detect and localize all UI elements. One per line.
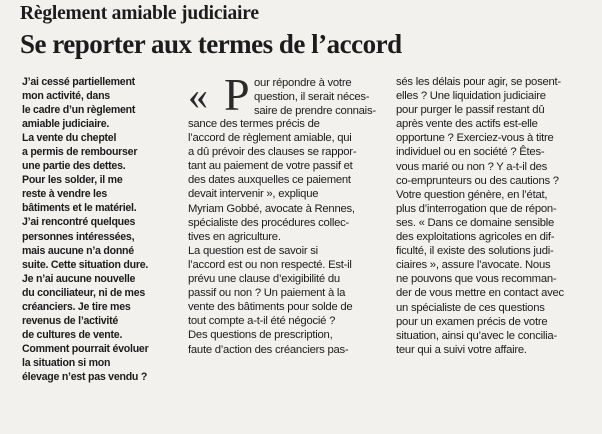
text-line: prévu une clause d’exigibilité du xyxy=(188,273,340,286)
text-line: spécialiste des procédures collec- xyxy=(188,216,350,229)
text-line: teur qui a suivi votre affaire. xyxy=(396,343,527,356)
opening-quote-mark: « xyxy=(188,73,208,118)
answer-column-1 xyxy=(188,69,380,357)
text-line: a dû prévoir des clauses se rappor- xyxy=(188,146,357,159)
drop-line: our répondre à votre xyxy=(254,77,352,89)
answer-column-2 xyxy=(396,75,596,357)
text-line: faute d’action des créanciers pas- xyxy=(188,343,349,356)
text-line: situation, ainsi qu’avec le concilia- xyxy=(396,329,557,342)
drop-cap: P xyxy=(224,69,250,120)
text-line: l’accord de règlement amiable, qui xyxy=(188,132,352,145)
text-line: des dates auxquelles ce paiement xyxy=(188,174,351,187)
answer-opening xyxy=(188,69,380,120)
text-line: pour un examen précis de votre xyxy=(396,315,548,328)
text-line: bâtiments et le matériel. xyxy=(22,202,137,215)
text-line: créanciers. Je tire mes xyxy=(22,300,131,313)
text-line: personnes intéressées, xyxy=(22,230,135,243)
text-line: ne pouvons que vous recomman- xyxy=(396,273,557,286)
text-line: passif ou non ? Un paiement à la xyxy=(188,287,346,300)
text-line: J’ai rencontré quelques xyxy=(22,216,136,229)
text-line: après vente des actifs est-elle xyxy=(396,118,538,131)
article-headline: Se reporter aux termes de l’accord xyxy=(20,29,402,59)
text-line: pour purger le passif restant dû xyxy=(396,104,545,117)
text-line: suite. Cette situation dure. xyxy=(22,258,149,271)
text-line: mais aucune n’a donné xyxy=(22,244,134,257)
text-line: vente des bâtiments pour solde de xyxy=(188,301,353,314)
text-line: Comment pourrait évoluer xyxy=(22,342,149,355)
text-line: revenus de l’activité xyxy=(22,314,119,327)
text-line: ses. « Dans ce domaine sensible xyxy=(396,216,555,229)
text-line: un spécialiste de ces questions xyxy=(396,301,545,314)
text-line: du conciliateur, ni de mes xyxy=(22,286,146,299)
text-line: Pour les solder, il me xyxy=(22,174,123,187)
text-line: sance des termes précis de xyxy=(188,118,320,130)
text-line: le cadre d’un règlement xyxy=(22,104,136,117)
text-line: a permis de rembourser xyxy=(22,146,138,159)
text-line: élevage n’est pas vendu ? xyxy=(22,370,148,383)
text-line: des exploitations agricoles en dif- xyxy=(396,231,555,244)
text-line: Des questions de prescription, xyxy=(188,329,333,342)
text-line: elles ? Une liquidation judiciaire xyxy=(396,90,546,103)
text-line: amiable judiciaire. xyxy=(22,118,110,131)
text-line: devait intervenir », explique xyxy=(188,188,319,201)
text-line: La question est de savoir si xyxy=(188,244,318,257)
text-line: tant au paiement de votre passif et xyxy=(188,160,353,173)
text-line: ciaires », assure l’avocate. Nous xyxy=(396,259,551,272)
text-line: reste à vendre les xyxy=(22,188,108,201)
text-line: l’accord est ou non respecté. Est-il xyxy=(188,258,352,271)
text-line: Myriam Gobbé, avocate à Rennes, xyxy=(188,202,355,215)
text-line: der de vous mettre en contact avec xyxy=(396,287,564,300)
text-line: individuel ou en société ? Êtes- xyxy=(396,146,545,159)
text-line: Votre question génère, en l’état, xyxy=(396,188,548,201)
text-line: de cultures de vente. xyxy=(22,328,123,341)
text-line: sés les délais pour agir, se posent- xyxy=(396,76,561,88)
text-line: vous marié ou non ? Y a-t-il des xyxy=(396,160,548,173)
text-line: une partie des dettes. xyxy=(22,160,126,173)
text-line: la situation si mon xyxy=(22,356,111,369)
text-line: Je n’ai aucune nouvelle xyxy=(22,272,136,285)
text-line: co-emprunteurs ou des cautions ? xyxy=(396,174,559,187)
text-line: J’ai cessé partiellement xyxy=(22,76,135,88)
text-line: La vente du cheptel xyxy=(22,132,117,145)
text-line: plus d’interrogation que de répon- xyxy=(396,202,557,215)
drop-line: saire de prendre connais- xyxy=(254,105,376,117)
reader-question xyxy=(22,75,182,384)
text-line: tives en agriculture. xyxy=(188,230,281,243)
text-line: ficulté, il existe des solutions judi- xyxy=(396,245,554,258)
drop-line: question, il serait néces- xyxy=(254,91,370,103)
text-line: tout compte a-t-il été négocié ? xyxy=(188,315,336,328)
answer-column-1-body xyxy=(188,117,380,357)
text-line: opportune ? Exerciez-vous à titre xyxy=(396,132,554,145)
article-kicker: Règlement amiable judiciaire xyxy=(20,3,259,24)
text-line: mon activité, dans xyxy=(22,90,110,103)
